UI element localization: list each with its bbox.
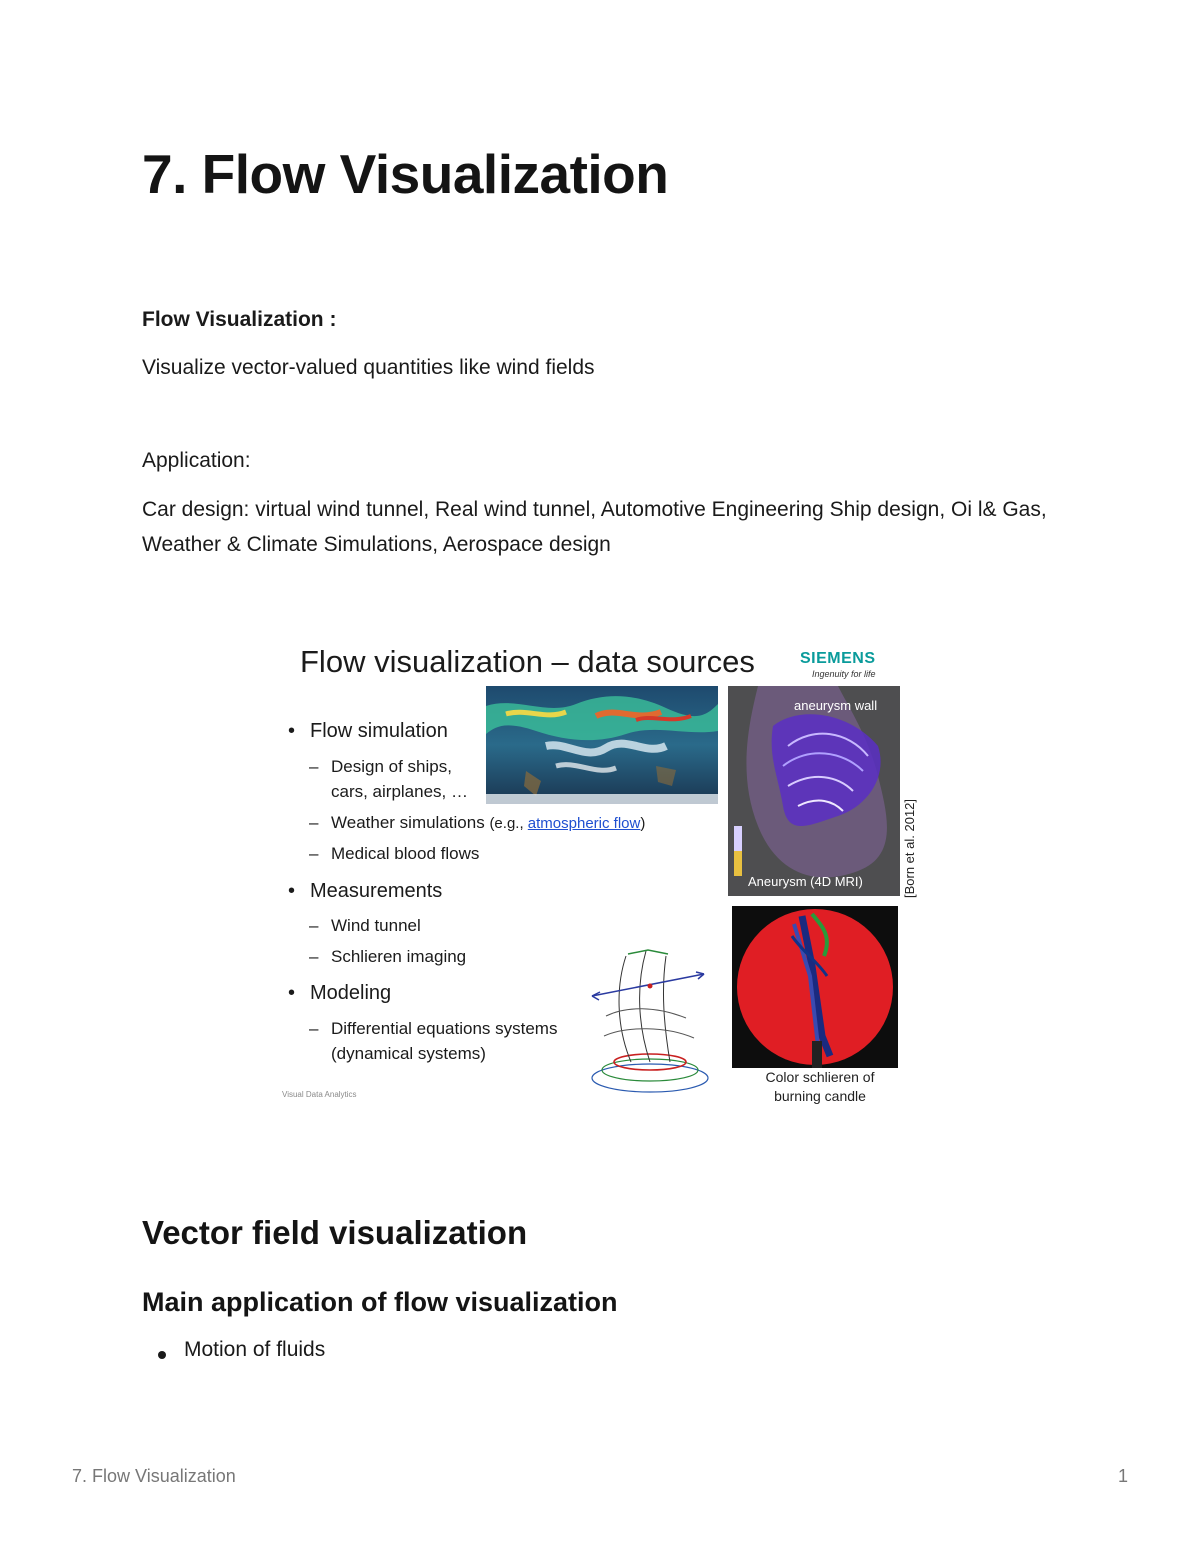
siemens-tagline: Ingenuity for life xyxy=(812,669,876,679)
bullet-dot-icon: • xyxy=(288,982,296,1004)
aneurysm-caption: Aneurysm (4D MRI) xyxy=(748,874,863,889)
dash-icon: – xyxy=(309,947,319,966)
section-heading: Vector field visualization xyxy=(142,1214,528,1251)
definition-text: Visualize vector-valued quantities like wind fields xyxy=(142,356,595,379)
bullet-modeling: • Modeling xyxy=(288,982,392,1004)
aneurysm-wall-label: aneurysm wall xyxy=(794,698,878,713)
page-title: 7. Flow Visualization xyxy=(142,143,669,205)
bullet-measurements: • Measurements xyxy=(288,880,443,902)
aneurysm-icon xyxy=(728,686,900,896)
sub-bullet-ships: – Design of ships, cars, airplanes, … xyxy=(331,754,468,804)
dash-icon: – xyxy=(309,813,319,832)
list-bullet-icon xyxy=(158,1351,166,1359)
section-subheading: Main application of flow visualization xyxy=(142,1287,618,1317)
sub-bullet-differential: – Differential equations systems (dynamical systems) xyxy=(331,1016,557,1066)
vector-field-diagram-icon xyxy=(586,946,714,1108)
dash-icon: – xyxy=(309,844,319,863)
bullet-dot-icon: • xyxy=(288,720,296,742)
schlieren-caption-line1: Color schlieren of xyxy=(765,1069,875,1085)
dash-icon: – xyxy=(309,757,319,776)
aneurysm-image xyxy=(728,686,900,896)
schlieren-candle-icon xyxy=(732,906,898,1068)
siemens-logo: SIEMENS xyxy=(800,650,876,667)
weather-simulation-image xyxy=(486,686,718,804)
atmospheric-flow-link[interactable]: atmospheric flow xyxy=(527,815,641,832)
weather-map-icon xyxy=(486,686,718,804)
bullet-flow-simulation: • Flow simulation xyxy=(288,720,448,742)
slide-title: Flow visualization – data sources xyxy=(300,644,755,679)
dynamical-system-figure xyxy=(586,946,714,1108)
schlieren-image xyxy=(732,906,898,1068)
sub-bullet-blood: – Medical blood flows xyxy=(331,841,479,866)
bullet-dot-icon: • xyxy=(288,880,296,902)
sub-bullet-schlieren: – Schlieren imaging xyxy=(331,944,466,969)
citation: [Born et al. 2012] xyxy=(902,798,917,898)
list-item: Motion of fluids xyxy=(184,1338,326,1361)
definition-term: Flow Visualization : xyxy=(142,308,337,331)
slide-footer: Visual Data Analytics xyxy=(282,1090,357,1099)
application-label: Application: xyxy=(142,449,251,472)
dash-icon: – xyxy=(309,916,319,935)
application-text: Car design: virtual wind tunnel, Real wind tunnel, Automotive Engineering Ship design, Oi l& Gas, Weather & Climate Simulations, Aerospace design xyxy=(142,498,1047,556)
page-number: 1 xyxy=(1118,1466,1129,1486)
footer-title: 7. Flow Visualization xyxy=(72,1466,236,1486)
slide-image xyxy=(282,636,922,1114)
schlieren-caption xyxy=(752,1068,888,1106)
sub-bullet-weather: – Weather simulations (e.g., atmospheric flow) xyxy=(331,810,645,836)
schlieren-caption-line2: burning candle xyxy=(774,1088,866,1104)
sub-bullet-wind-tunnel: – Wind tunnel xyxy=(331,913,421,938)
dash-icon: – xyxy=(309,1019,319,1038)
